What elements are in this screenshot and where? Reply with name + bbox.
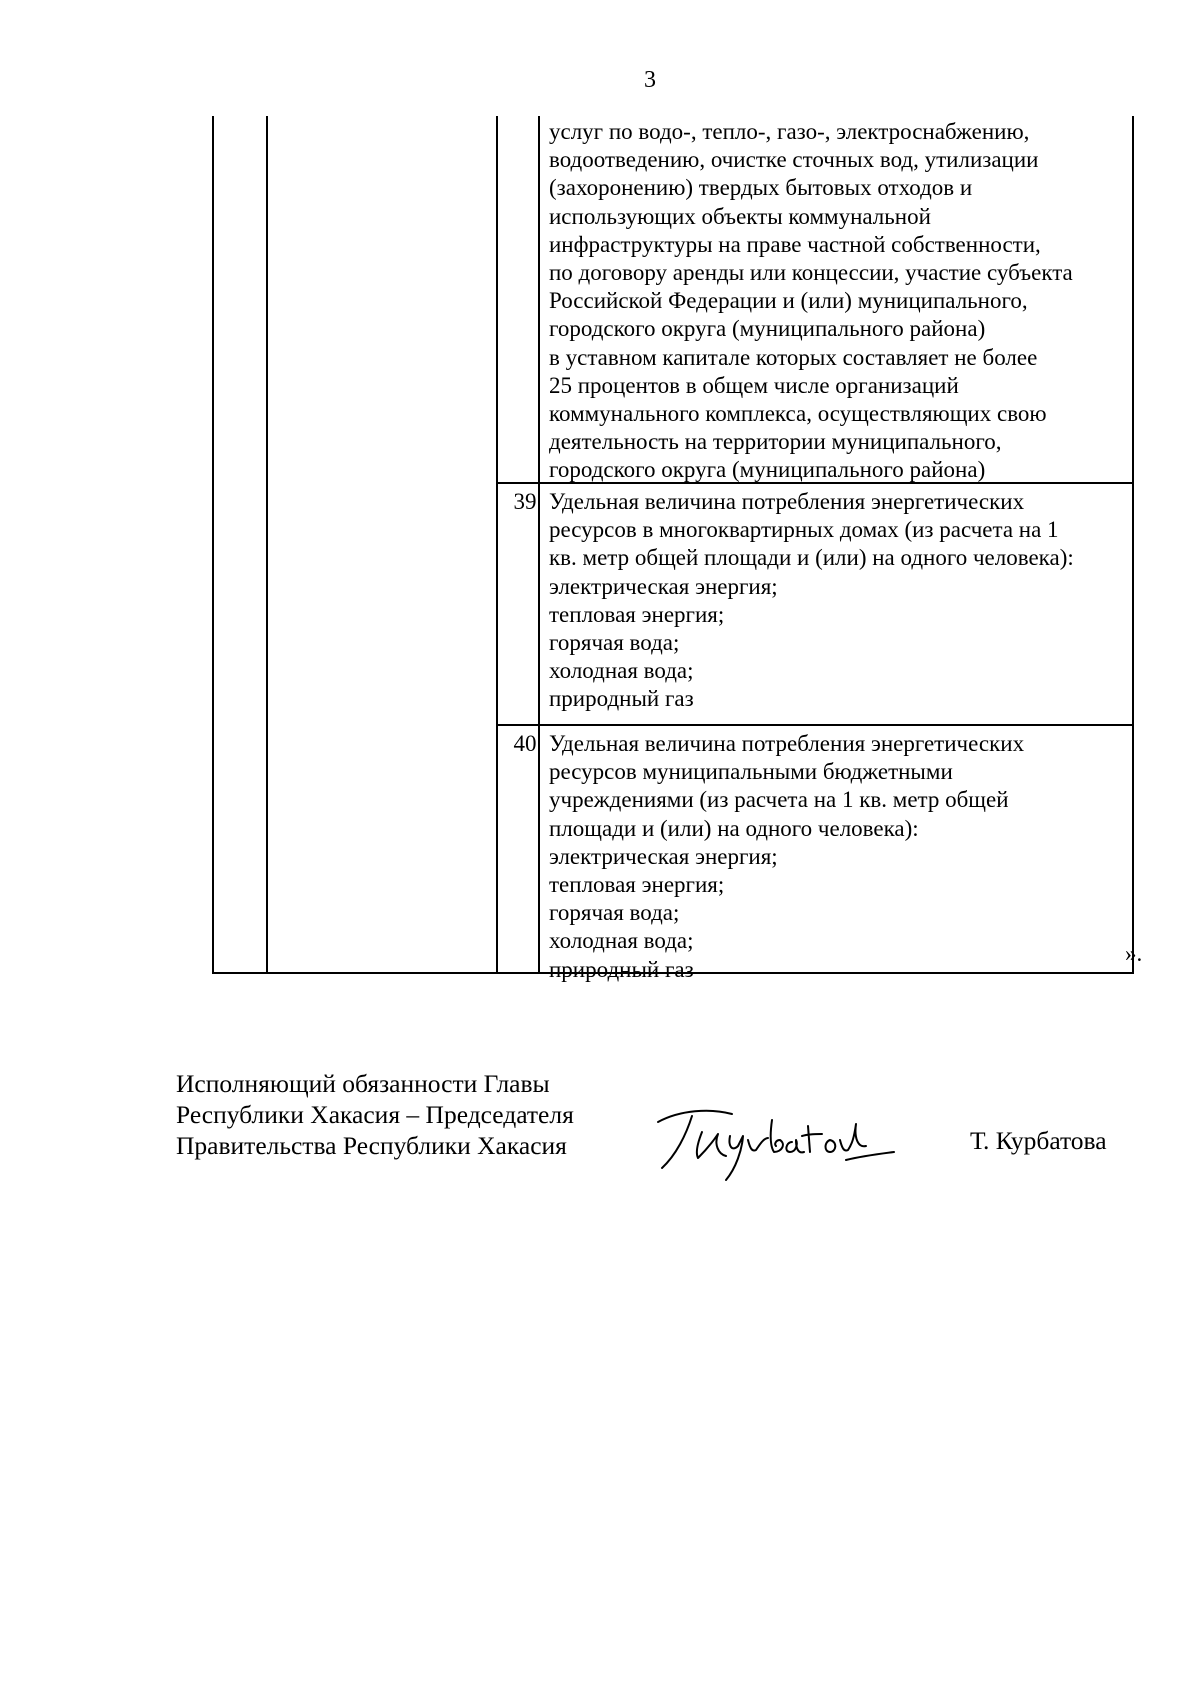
- text-line: по договору аренды или концессии, участие субъекта: [549, 260, 1073, 286]
- text-line: деятельность на территории муниципального,: [549, 429, 1002, 455]
- text-line: услуг по водо-, тепло-, газо-, электроснабжению,: [549, 119, 1030, 144]
- position-line: Республики Хакасия – Председателя: [176, 1100, 574, 1129]
- text-line: коммунального комплекса, осуществляющих свою: [549, 401, 1047, 427]
- text-line: ресурсов в многоквартирных домах (из расчета на 1: [549, 517, 1059, 543]
- row-divider: [496, 724, 1134, 726]
- position-line: Правительства Республики Хакасия: [176, 1131, 567, 1160]
- text-line: в уставном капитале которых составляет не более: [549, 344, 1038, 370]
- text-line: Удельная величина потребления энергетических: [549, 731, 1025, 756]
- text-line: 25 процентов в общем числе организаций: [549, 372, 959, 398]
- text-line: электрическая энергия;: [549, 843, 778, 869]
- position-line: Исполняющий обязанности Главы: [176, 1069, 550, 1098]
- column-divider: [496, 116, 498, 972]
- text-line: городского округа (муниципального района): [549, 316, 986, 342]
- text-line: ресурсов муниципальными бюджетными: [549, 759, 953, 785]
- text-line: горячая вода;: [549, 630, 680, 656]
- row-text-40: [549, 730, 1134, 984]
- text-line: площади и (или) на одного человека):: [549, 815, 919, 841]
- text-line: природный газ: [549, 686, 694, 712]
- text-line: Российской Федерации и (или) муниципального,: [549, 288, 1028, 314]
- text-line: тепловая энергия;: [549, 872, 725, 898]
- text-line: кв. метр общей площади и (или) на одного человека):: [549, 545, 1074, 571]
- text-line: горячая вода;: [549, 900, 680, 926]
- column-divider: [266, 116, 268, 972]
- text-line: инфраструктуры на праве частной собственности,: [549, 231, 1041, 257]
- indicators-table: [212, 116, 1134, 982]
- text-line: холодная вода;: [549, 928, 694, 954]
- page-number: 3: [644, 67, 656, 93]
- signatory-position: [176, 1068, 574, 1161]
- column-divider: [538, 116, 540, 972]
- row-text-39: [549, 488, 1134, 714]
- row-number: 39: [513, 489, 537, 514]
- text-line: учреждениями (из расчета на 1 кв. метр общей: [549, 787, 1009, 813]
- text-line: тепловая энергия;: [549, 601, 725, 627]
- text-line: использующих объекты коммунальной: [549, 203, 931, 229]
- closing-quote: ».: [1125, 941, 1143, 966]
- text-line: природный газ: [549, 956, 694, 982]
- continuation-cell: [549, 118, 1134, 485]
- text-line: водоотведению, очистке сточных вод, утилизации: [549, 147, 1039, 173]
- text-line: (захоронению) твердых бытовых отходов и: [549, 175, 973, 201]
- text-line: Удельная величина потребления энергетических: [549, 489, 1025, 514]
- text-line: холодная вода;: [549, 658, 694, 684]
- row-number: 40: [513, 731, 537, 756]
- text-line: городского округа (муниципального района): [549, 457, 986, 483]
- text-line: электрическая энергия;: [549, 573, 778, 599]
- signer-name: Т. Курбатова: [970, 1126, 1107, 1155]
- handwritten-signature: [640, 1080, 900, 1190]
